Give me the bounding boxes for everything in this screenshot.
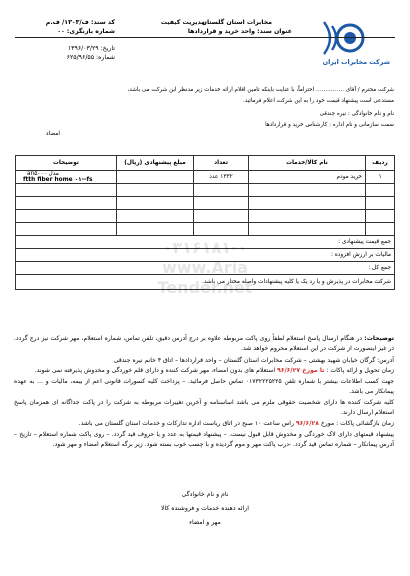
signature-stamp: مهر و امضاء <box>189 519 221 526</box>
col-index: ردیف <box>366 156 395 171</box>
table-row <box>16 171 395 184</box>
notes-legal: کلیه شرکت کننده ها دارای شخصیت حقوقی ملزم می باشد اساسنامه و آخرین تغییرات مربوطه به شرکت را در پاکت جداگانه ای همزمان پاسخ استعلام ارسال دارند. <box>14 399 394 416</box>
table-row <box>16 197 395 210</box>
requester-name: نام و نام خانوادگی : نیره جندقی <box>319 111 394 117</box>
intro-line-2: مستدعی است پیشنهاد قیمت خود را به این شرکت اعلام فرمائید. <box>243 98 394 104</box>
notes-deadline <box>14 366 394 376</box>
company-logo-icon <box>312 18 372 58</box>
cell-name: خرید مودم <box>249 171 366 184</box>
notes-paragraph-1 <box>14 334 394 354</box>
watermark-line-1: ۰۳۱۶۱۸۱-۰ <box>162 238 248 257</box>
opening-pre: زمان بازگشائی پاکات : مورخ <box>320 420 394 427</box>
header-revision: شماره بازنگری: ۰۰ <box>57 28 115 35</box>
deadline-pre: زمان تحویل و ارائه پاکات : <box>326 367 394 374</box>
sign-label: امضاء <box>46 131 60 137</box>
opening-post: راس ساعت ۱۰ صبح در اتاق ریاست اداره تدارکات و خدمات استان گلستان می باشد. <box>78 420 294 427</box>
header-company-line-1: مخابرات استان گلستان <box>201 19 272 26</box>
logo-caption: شرکت مخابرات ایران <box>322 58 390 66</box>
notes-address: آدرس: گرگان خیابان شهید بهشتی – شرکت مخابرات استان گلستان – واحد قراردادها – اتاق ۴ خانم نیره جندقی <box>113 357 394 364</box>
total-offer-label: جمع قیمت پیشنهادی : <box>16 236 395 249</box>
desc-line-1: an۵۰۰۰ مدل <box>27 171 59 177</box>
notes-text-1: در هنگام ارسال پاسخ استعلام لطفاً روی پاکت مربوطه علاوه بر درج آدرس دقیق، تلفن تماس، شماره استعلام، مهر شرکت نیز درج گردد. در غیر اینصورت از شرکت در این استعلام محروم خواهد شد. <box>14 335 394 352</box>
header-management: مدیریت کیفیت <box>160 19 205 26</box>
notes-proposals: پیشنهاد قیمتهای دارای لاک خوردگی و مخدوش قابل قبول نیست. – پیشنهاد قیمتها به عدد و یا حروف قید گردد. – روی پاکت شماره استعلام – تاریخ – آدرس پیمانکار – شماره تماس قید گردد. -درب پاکت مهر و موم گردیده و با چسب خوب بسته شود. زیر برگه استعلام امضاء و مهر شود. <box>14 431 394 448</box>
watermark <box>150 238 260 300</box>
col-qty: تعداد <box>194 156 249 171</box>
opening-date: ۹۶/۶/۲۸ <box>295 420 319 427</box>
header-doc-title: عنوان سند: واحد خرید و قراردادها <box>187 28 292 35</box>
notes-title: توضیحات: <box>364 335 394 342</box>
col-price: مبلغ پیشنهادی (ریال) <box>117 156 194 171</box>
vat-label: مالیات بر ارزش افزوده : <box>16 249 395 262</box>
requester-org: سمت سازمانی و نام اداره : کارشناس خرید و قراردادها <box>265 122 394 128</box>
signature-role: ارائه دهنده خدمات و فروشنده کالا <box>160 505 250 512</box>
cell-price <box>117 171 194 184</box>
deadline-date: تا مورخ ۹۶/۶/۲۷ <box>277 367 325 374</box>
table-row <box>16 184 395 197</box>
header-form-code: کد سند: ف/۱۳۰۳/ ف.م <box>45 19 115 26</box>
number-label: شماره: <box>96 54 115 61</box>
date-label: تاریخ: <box>100 45 115 52</box>
deadline-post: استعلام های بدون امضاء، مهر شرکت کننده و دارای قلم خوردگی و مخدوش پذیرفته نمی شوند. <box>34 367 276 374</box>
watermark-line-3: Tender.net <box>157 278 253 297</box>
watermark-line-2: www.Aria <box>162 258 248 277</box>
table-row <box>16 210 395 223</box>
header-divider <box>15 37 395 38</box>
col-desc: توضیحات <box>16 156 117 171</box>
intro-line-1: شرکت محترم / آقای …………… احتراماً، با عنایت باینکه تامین اقلام ارائه خدمات زیر مدنظر این شرکت می باشد، <box>127 87 394 93</box>
notes-opening <box>14 419 394 429</box>
col-name: نام کالا/خدمات <box>249 156 366 171</box>
cell-desc <box>16 171 117 184</box>
signature-name: نام و نام خانوادگی <box>181 491 229 498</box>
number-row <box>20 53 115 62</box>
cell-qty: ۱۳۳۲ عدد <box>194 171 249 184</box>
number-value: ۶۲۵/۹۶/۵۵ <box>66 54 95 61</box>
date-row <box>20 44 115 53</box>
grand-total-label: جمع کل : <box>16 262 395 275</box>
notes-info: جهت کسب اطلاعات بیشتر با شماره تلفن ۰۱۷۳۲۲۲۵۲۲۵ تماس حاصل فرمائید. – پرداخت کلیه کسورات قانونی اعم از بیمه، مالیات و … به عهده پیمانکار می باشد. <box>14 378 394 395</box>
table-header-row <box>16 156 395 171</box>
table-note: شرکت مخابرات در پذیرش و یا رد یک یا کلیه پیشنهادات واصله مختار می باشد. <box>16 275 395 290</box>
date-value: ۱۳۹۶/۰۳/۲۹ <box>67 45 99 52</box>
table-row <box>16 223 395 236</box>
cell-index: ۱ <box>366 171 395 184</box>
desc-line-2: ftth fiber home ۰۱--fs <box>23 177 93 183</box>
